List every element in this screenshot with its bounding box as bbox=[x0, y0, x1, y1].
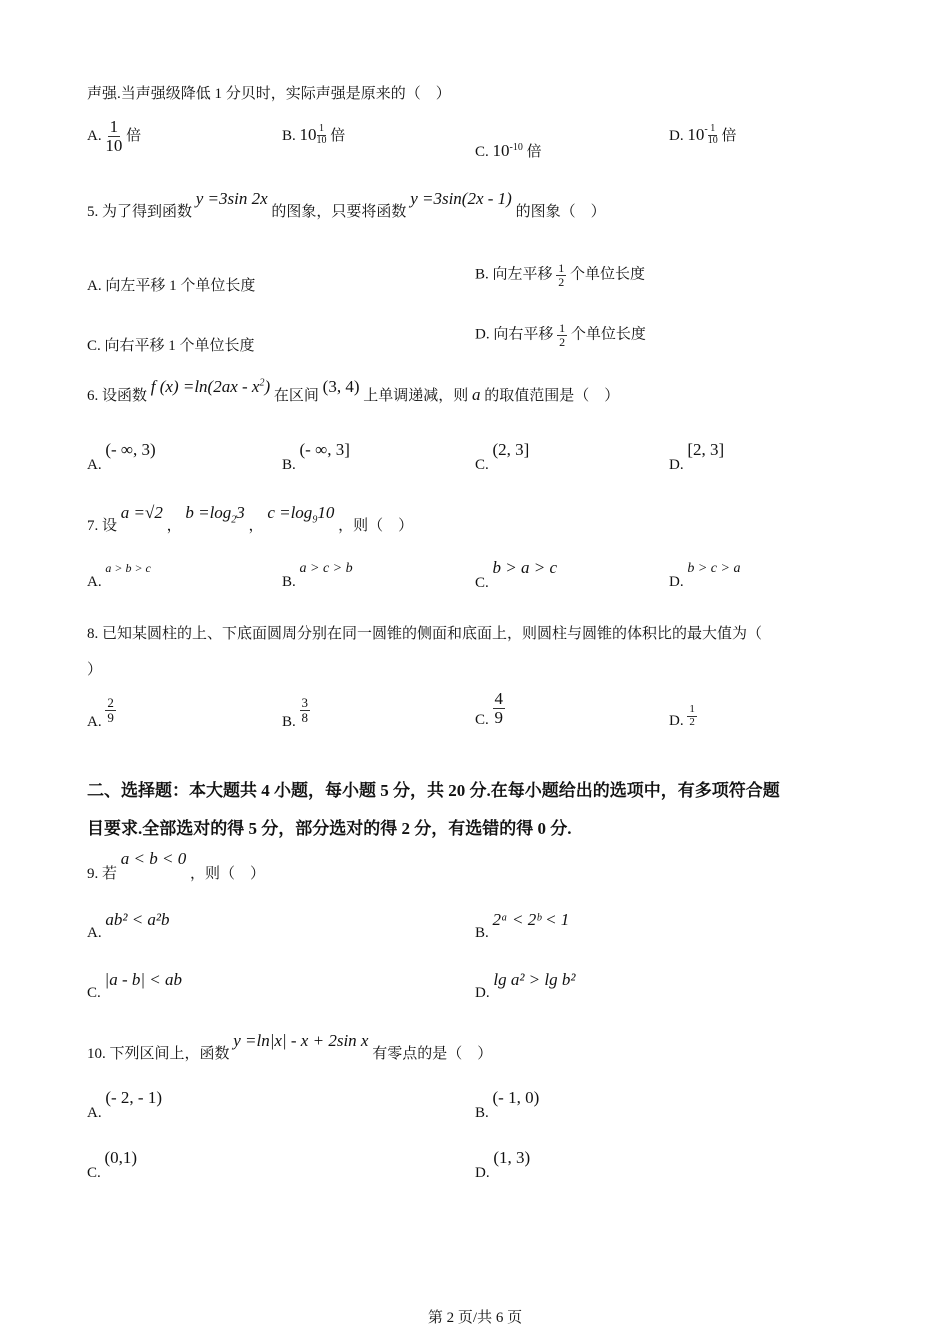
denominator: 9 bbox=[494, 707, 504, 727]
option-value: (- 1, 0) bbox=[492, 1088, 540, 1107]
option-label: A. bbox=[87, 713, 102, 730]
stem-text: 5. 为了得到函数 bbox=[87, 204, 193, 220]
option-label: C. bbox=[475, 711, 489, 728]
q6-option-b bbox=[282, 440, 350, 473]
q9-option-c bbox=[87, 970, 182, 1001]
section-heading-line2: 目要求.全部选对的得 5 分，部分选对的得 2 分，有选错的得 0 分. bbox=[87, 819, 572, 838]
option-label: D. bbox=[669, 713, 684, 730]
option-label: D. bbox=[669, 128, 684, 144]
section-heading-line1: 二、选择题：本大题共 4 小题，每小题 5 分，共 20 分.在每小题给出的选项中，有多项符合题 bbox=[87, 781, 780, 800]
option-value: (- ∞, 3] bbox=[299, 440, 350, 459]
option-value: [2, 3] bbox=[687, 440, 725, 459]
formula-close: ) bbox=[264, 377, 271, 396]
numerator: 2 bbox=[107, 695, 114, 710]
numerator: 3 bbox=[301, 695, 309, 710]
denominator: 10 bbox=[707, 134, 718, 146]
option-label: C. bbox=[475, 575, 489, 591]
formula bbox=[151, 377, 270, 396]
option-label: C. bbox=[475, 144, 489, 160]
q10-stem bbox=[87, 1030, 493, 1062]
fraction bbox=[300, 696, 311, 724]
q6-option-c bbox=[475, 440, 530, 473]
option-label: C. bbox=[87, 1165, 101, 1181]
q10-option-b bbox=[475, 1088, 540, 1121]
base: 10 bbox=[687, 125, 705, 144]
numerator: 1 bbox=[558, 261, 565, 275]
formula-c bbox=[267, 503, 335, 526]
option-value: b > a > c bbox=[492, 558, 558, 577]
q10-option-c bbox=[87, 1148, 138, 1181]
q4-option-c bbox=[475, 140, 542, 161]
denominator: 2 bbox=[689, 715, 695, 728]
formula-a: a =√2 bbox=[120, 503, 163, 522]
stem-text: ， bbox=[166, 518, 182, 534]
option-label: C. bbox=[475, 457, 489, 473]
q8-option-c bbox=[475, 690, 505, 727]
option-label: D. bbox=[475, 985, 490, 1001]
fraction bbox=[687, 704, 697, 728]
q6-option-a bbox=[87, 440, 156, 473]
q6-option-d bbox=[669, 440, 725, 473]
numerator: 1 bbox=[109, 117, 119, 136]
q4-option-b bbox=[282, 124, 345, 146]
log-arg: 10 bbox=[317, 503, 335, 522]
option-value: |a - b| < ab bbox=[104, 970, 182, 989]
formula: y =3sin(2x - 1) bbox=[410, 189, 512, 208]
option-label: D. bbox=[669, 457, 684, 473]
stem-text: 的取值范围是（ ） bbox=[484, 388, 620, 404]
q5-option-b bbox=[475, 262, 645, 288]
option-label: A. bbox=[87, 127, 102, 144]
q10-option-d bbox=[475, 1148, 531, 1181]
option-text: B. 向左平移 bbox=[475, 266, 553, 283]
numerator: 1 bbox=[559, 321, 566, 335]
option-value: a > b > c bbox=[105, 561, 151, 575]
q8-option-d bbox=[669, 704, 697, 728]
formula: y =ln|x| - x + 2sin x bbox=[233, 1031, 369, 1050]
denominator: 2 bbox=[559, 334, 566, 349]
option-label: A. bbox=[87, 457, 102, 473]
formula-b bbox=[185, 503, 245, 526]
q7-option-a bbox=[87, 560, 151, 590]
q8-option-a bbox=[87, 695, 116, 730]
interval: (3, 4) bbox=[322, 377, 360, 396]
base: 10 bbox=[492, 141, 510, 160]
option-text: D. 向右平移 bbox=[475, 326, 554, 343]
formula-main: f (x) =ln(2ax - x bbox=[150, 377, 260, 396]
option-value: 2ᵃ < 2ᵇ < 1 bbox=[492, 910, 570, 929]
exponent: 2 bbox=[259, 377, 265, 389]
stem-text: 上单调递减，则 bbox=[363, 388, 469, 404]
stem-text: ， bbox=[248, 518, 264, 534]
q7-option-b bbox=[282, 560, 353, 590]
numerator: 4 bbox=[494, 689, 504, 708]
option-value: b > c > a bbox=[687, 561, 741, 576]
stem-text: ，则（ ） bbox=[338, 518, 414, 534]
formula: y =3sin 2x bbox=[195, 189, 268, 208]
q10-option-a bbox=[87, 1088, 162, 1121]
q7-option-c bbox=[475, 558, 558, 591]
fraction bbox=[493, 690, 506, 727]
exponent-fraction bbox=[708, 124, 718, 146]
q8-stem-line1: 8. 已知某圆柱的上、下底面圆周分别在同一圆锥的侧面和底面上，则圆柱与圆锥的体积比的最大值为（ bbox=[87, 626, 763, 642]
suffix: 倍 bbox=[330, 128, 346, 144]
option-text: 个单位长度 bbox=[570, 326, 646, 343]
denominator: 10 bbox=[105, 135, 123, 155]
q9-option-d bbox=[475, 970, 576, 1001]
option-value: ab² < a²b bbox=[105, 910, 170, 929]
option-label: B. bbox=[475, 925, 489, 941]
exponent-fraction bbox=[317, 124, 327, 146]
stem-text: 10. 下列区间上，函数 bbox=[87, 1046, 230, 1062]
option-label: B. bbox=[475, 1105, 489, 1121]
log-arg: 3 bbox=[236, 503, 245, 522]
variable: a bbox=[472, 385, 481, 404]
q9-option-b bbox=[475, 910, 570, 941]
option-value: a > c > b bbox=[299, 561, 353, 576]
q7-option-d bbox=[669, 560, 741, 590]
option-label: C. bbox=[87, 985, 101, 1001]
suffix: 倍 bbox=[126, 127, 142, 144]
option-label: D. bbox=[475, 1165, 490, 1181]
q6-stem bbox=[87, 377, 620, 405]
q4-option-d bbox=[669, 124, 736, 146]
numerator: 1 bbox=[689, 703, 695, 715]
stem-text: 9. 若 bbox=[87, 866, 118, 882]
stem-text: 有零点的是（ ） bbox=[372, 1046, 493, 1062]
log-text: b =log bbox=[185, 503, 232, 522]
option-label: A. bbox=[87, 925, 102, 941]
exponent-sign: - bbox=[704, 124, 708, 135]
log-base: 2 bbox=[231, 514, 237, 526]
log-text: c =log bbox=[267, 503, 313, 522]
option-value: (- ∞, 3) bbox=[105, 440, 156, 459]
q9-stem bbox=[87, 848, 265, 882]
option-label: B. bbox=[282, 574, 296, 590]
suffix: 倍 bbox=[721, 128, 737, 144]
stem-text: 的图象，只要将函数 bbox=[271, 204, 407, 220]
option-value: (2, 3] bbox=[492, 440, 530, 459]
option-value: (0,1) bbox=[104, 1148, 138, 1167]
stem-text: 的图象（ ） bbox=[515, 204, 606, 220]
numerator: 1 bbox=[710, 123, 716, 134]
denominator: 2 bbox=[558, 274, 565, 289]
q5-stem bbox=[87, 189, 606, 221]
option-value: (1, 3) bbox=[493, 1148, 531, 1167]
option-label: A. bbox=[87, 1105, 102, 1121]
q4-stem: 声强.当声强级降低 1 分贝时，实际声强是原来的（ ） bbox=[87, 86, 451, 102]
formula: a < b < 0 bbox=[120, 849, 187, 868]
exponent: -10 bbox=[509, 142, 523, 153]
q8-option-b bbox=[282, 695, 310, 730]
stem-text: 6. 设函数 bbox=[87, 388, 148, 404]
q7-stem bbox=[87, 502, 414, 534]
fraction bbox=[105, 696, 116, 724]
denominator: 9 bbox=[107, 709, 114, 725]
base: 10 bbox=[299, 125, 317, 144]
q9-option-a bbox=[87, 910, 170, 941]
fraction bbox=[105, 118, 122, 155]
option-text: 个单位长度 bbox=[570, 266, 646, 283]
stem-text: ，则（ ） bbox=[189, 866, 265, 882]
numerator: 1 bbox=[319, 123, 325, 134]
option-label: B. bbox=[282, 457, 296, 473]
stem-text: 7. 设 bbox=[87, 518, 118, 534]
option-label: A. bbox=[87, 574, 102, 590]
option-label: B. bbox=[282, 128, 296, 144]
q5-option-c: C. 向右平移 1 个单位长度 bbox=[87, 338, 255, 354]
fraction bbox=[556, 262, 566, 288]
q4-option-a bbox=[87, 118, 141, 155]
q8-stem-line2: ） bbox=[87, 662, 103, 678]
q5-option-d bbox=[475, 322, 646, 348]
log-base: 9 bbox=[312, 514, 318, 526]
denominator: 8 bbox=[301, 709, 309, 725]
fraction bbox=[557, 322, 567, 348]
option-value: (- 2, - 1) bbox=[105, 1088, 162, 1107]
stem-text: 在区间 bbox=[273, 388, 319, 404]
denominator: 10 bbox=[316, 134, 327, 146]
page-footer: 第 2 页/共 6 页 bbox=[427, 1310, 523, 1326]
option-label: B. bbox=[282, 713, 296, 730]
option-value: lg a² > lg b² bbox=[493, 970, 576, 989]
suffix: 倍 bbox=[526, 144, 542, 160]
option-label: D. bbox=[669, 574, 684, 590]
q5-option-a: A. 向左平移 1 个单位长度 bbox=[87, 278, 256, 294]
